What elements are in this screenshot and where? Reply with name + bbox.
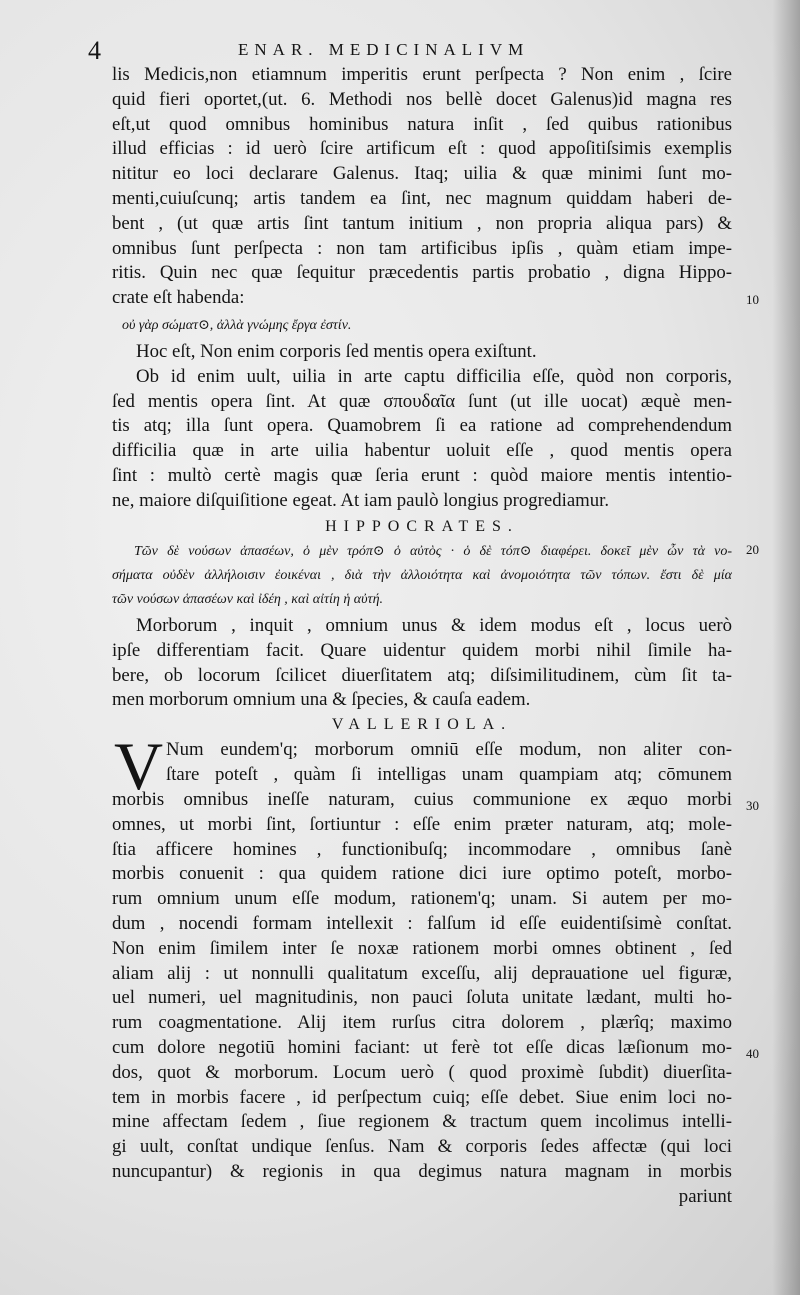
paragraph-4 (112, 788, 732, 1210)
paragraph-3 (112, 614, 732, 713)
drop-cap: V (114, 728, 164, 804)
text-line: bent , (ut quæ artis ſint tantum initium , non propria aliqua pars) & (112, 212, 732, 234)
paragraph-4-opening (166, 738, 732, 788)
text-line: Hoc eſt, Non enim corporis ſed mentis opera exiſtunt. (136, 341, 537, 362)
text-line: nuncupantur) & regionis in qua degimus natura magnam in morbis (112, 1160, 732, 1182)
text-line: mine affectam ſedem , ſiue regionem & tractum quem incolimus intelli- (112, 1111, 732, 1133)
text-line: Num eundem'q; morborum omniū eſſe modum, non aliter con- (166, 739, 732, 760)
text-line: dum , nocendi formam intellexit : falſum id eſſe euidentiſsimè conſtat. (112, 912, 732, 934)
text-line: morbis omnibus ineſſe naturam, cuius communione ex æquo morbi (112, 789, 732, 810)
text-line: Ob id enim uult, uilia in arte captu difficilia eſſe, quòd non corporis, (136, 365, 732, 387)
greek-line: σήματα οὐδὲν ἀλλήλοισιν ἐοικέναι , διὰ τὴν ἀλλοιότητα καὶ ἀνομοιότητα τῶν τόπων. ἔστι δὲ μία (112, 568, 732, 583)
text-line: cum dolore negotiū homini faciant: ut ferè tot eſſe dicas læſionum mo- (112, 1036, 732, 1058)
margin-line-number: 30 (746, 798, 759, 813)
text-line: gi uult, conſtat undique ſenſus. Nam & corporis ſedes affectæ (qui loci (112, 1136, 732, 1158)
text-line: ipſe differentiam facit. Quare uidentur quidem morbi nihil ſimile ha- (112, 639, 732, 661)
text-line: illud efficias : id uerò ſcire artificum eſt : quod appoſitiſsimis exemplis (112, 138, 732, 160)
text-line: menti,cuiuſcunq; artis tandem ea ſint, nec magnum quiddam haberi de- (112, 187, 732, 209)
page-gutter-shadow (772, 0, 800, 1295)
greek-passage (112, 540, 732, 612)
text-line: tem in morbis facere , id perſpectum cuiq; eſſe debet. Siue enim loci no- (112, 1086, 732, 1108)
text-line: omnes, ut morbi ſint, ſortiuntur : eſſe enim præter naturam, atq; mole- (112, 813, 732, 835)
text-line: ritis. Quin nec quæ ſequitur præcedentis partis probatio , digna Hippo- (112, 262, 732, 284)
text-line: omnibus ſunt perſpecta : non tam artificibus ipſis , quàm etiam impe- (112, 237, 732, 259)
page-header (88, 36, 728, 64)
text-line: lis Medicis,non etiamnum imperitis erunt perſpecta ? Non enim , ſcire (112, 64, 732, 85)
text-line: morbis conuenit : qua quidem ratione dici iure optimo poteſt, morbo- (112, 863, 732, 885)
text-line: crate eſt habenda: (112, 287, 245, 309)
greek-line: Τῶν δὲ νούσων ἁπασέων, ὁ μὲν τρόπ⊙ ὁ αὐτὸς · ὁ δὲ τόπ⊙ διαφέρει. δοκεῖ μὲν ὦν τὰ νο- (134, 544, 732, 559)
greek-line: τῶν νούσων ἁπασέων καὶ ἰδέη , καὶ αἰτίη ἡ αὐτή. (112, 592, 384, 607)
text-line: ne, maiore diſquiſitione egeat. At iam paulò longius progrediamur. (112, 489, 610, 511)
text-line: dos, quot & morborum. Locum uerò ( quod proximè ſubdit) diuerſita- (112, 1061, 732, 1083)
margin-line-number: 20 (746, 542, 759, 557)
catchword: pariunt (678, 1185, 732, 1207)
paragraph-1 (112, 63, 732, 311)
text-line: Non enim ſimilem inter ſe noxæ rationem morbi omnes obtinent , ſed (112, 937, 732, 959)
text-line: ſint : multò certè magis quæ ſeria erunt : quòd maiore mentis intentio- (112, 464, 732, 486)
text-line: eſt,ut quod omnibus hominibus natura inſit , ſed quibus rationibus (112, 113, 732, 135)
text-line: quid fieri oportet,(ut. 6. Methodi nos bellè docet Galenus)id magna res (112, 88, 732, 110)
text-line: nititur eo loci declarare Galenus. Itaq; uilia & quæ minimi ſunt mo- (112, 163, 732, 185)
section-heading-hippocrates: HIPPOCRATES. (325, 518, 519, 535)
margin-line-number: 10 (746, 292, 759, 307)
greek-line: οὐ γὰρ σώματ⊙, ἀλλὰ γνώμης ἔργα ἐστίν. (122, 318, 352, 333)
text-line: Morborum , inquit , omnium unus & idem modus eſt , locus uerò (136, 615, 732, 636)
text-line: rum omnium unum eſſe modum, rationem'q; unam. Si autem per mo- (112, 888, 732, 910)
running-head: ENAR. MEDICINALIVM (238, 40, 530, 59)
greek-quote (112, 314, 732, 338)
page-number: 4 (88, 36, 101, 65)
text-line: difficilia quæ in arte uilia habentur uoluit eſſe , quod mentis opera (112, 440, 732, 462)
text-line: tis atq; illa ſunt opera. Quamobrem ſi ea ratione ad comprehendendum (112, 415, 732, 437)
text-line: men morborum omnium una & ſpecies, & cauſa eadem. (112, 689, 531, 711)
text-line: rum coagmentatione. Alij item rurſus citra dolorem , plærîq; maximo (112, 1012, 732, 1034)
text-line: uel numeri, uel magnitudinis, non pauci ſoluta unitate lædant, multi ho- (112, 987, 732, 1009)
text-line: ſed mentis opera ſint. At quæ σπουδαῖα ſunt (ut ille uocat) æquè men- (112, 390, 732, 412)
margin-line-number: 40 (746, 1046, 759, 1061)
text-line: bere, ob locorum ſcilicet diuerſitatem atq; diſsimilitudinem, cùm ſit ta- (112, 664, 732, 686)
text-line: aliam alij : ut nonnulli qualitatum exceſſu, alij deprauatione uel figuræ, (112, 962, 732, 984)
text-line: ſtare poteſt , quàm ſi intelligas unam quampiam atq; cōmunem (166, 763, 732, 785)
paragraph-2 (112, 340, 732, 514)
section-heading-valleriola: VALLERIOLA. (331, 716, 513, 733)
text-line: ſtia afficere homines , functionibuſq; incommodare , omnibus ſanè (112, 838, 732, 860)
